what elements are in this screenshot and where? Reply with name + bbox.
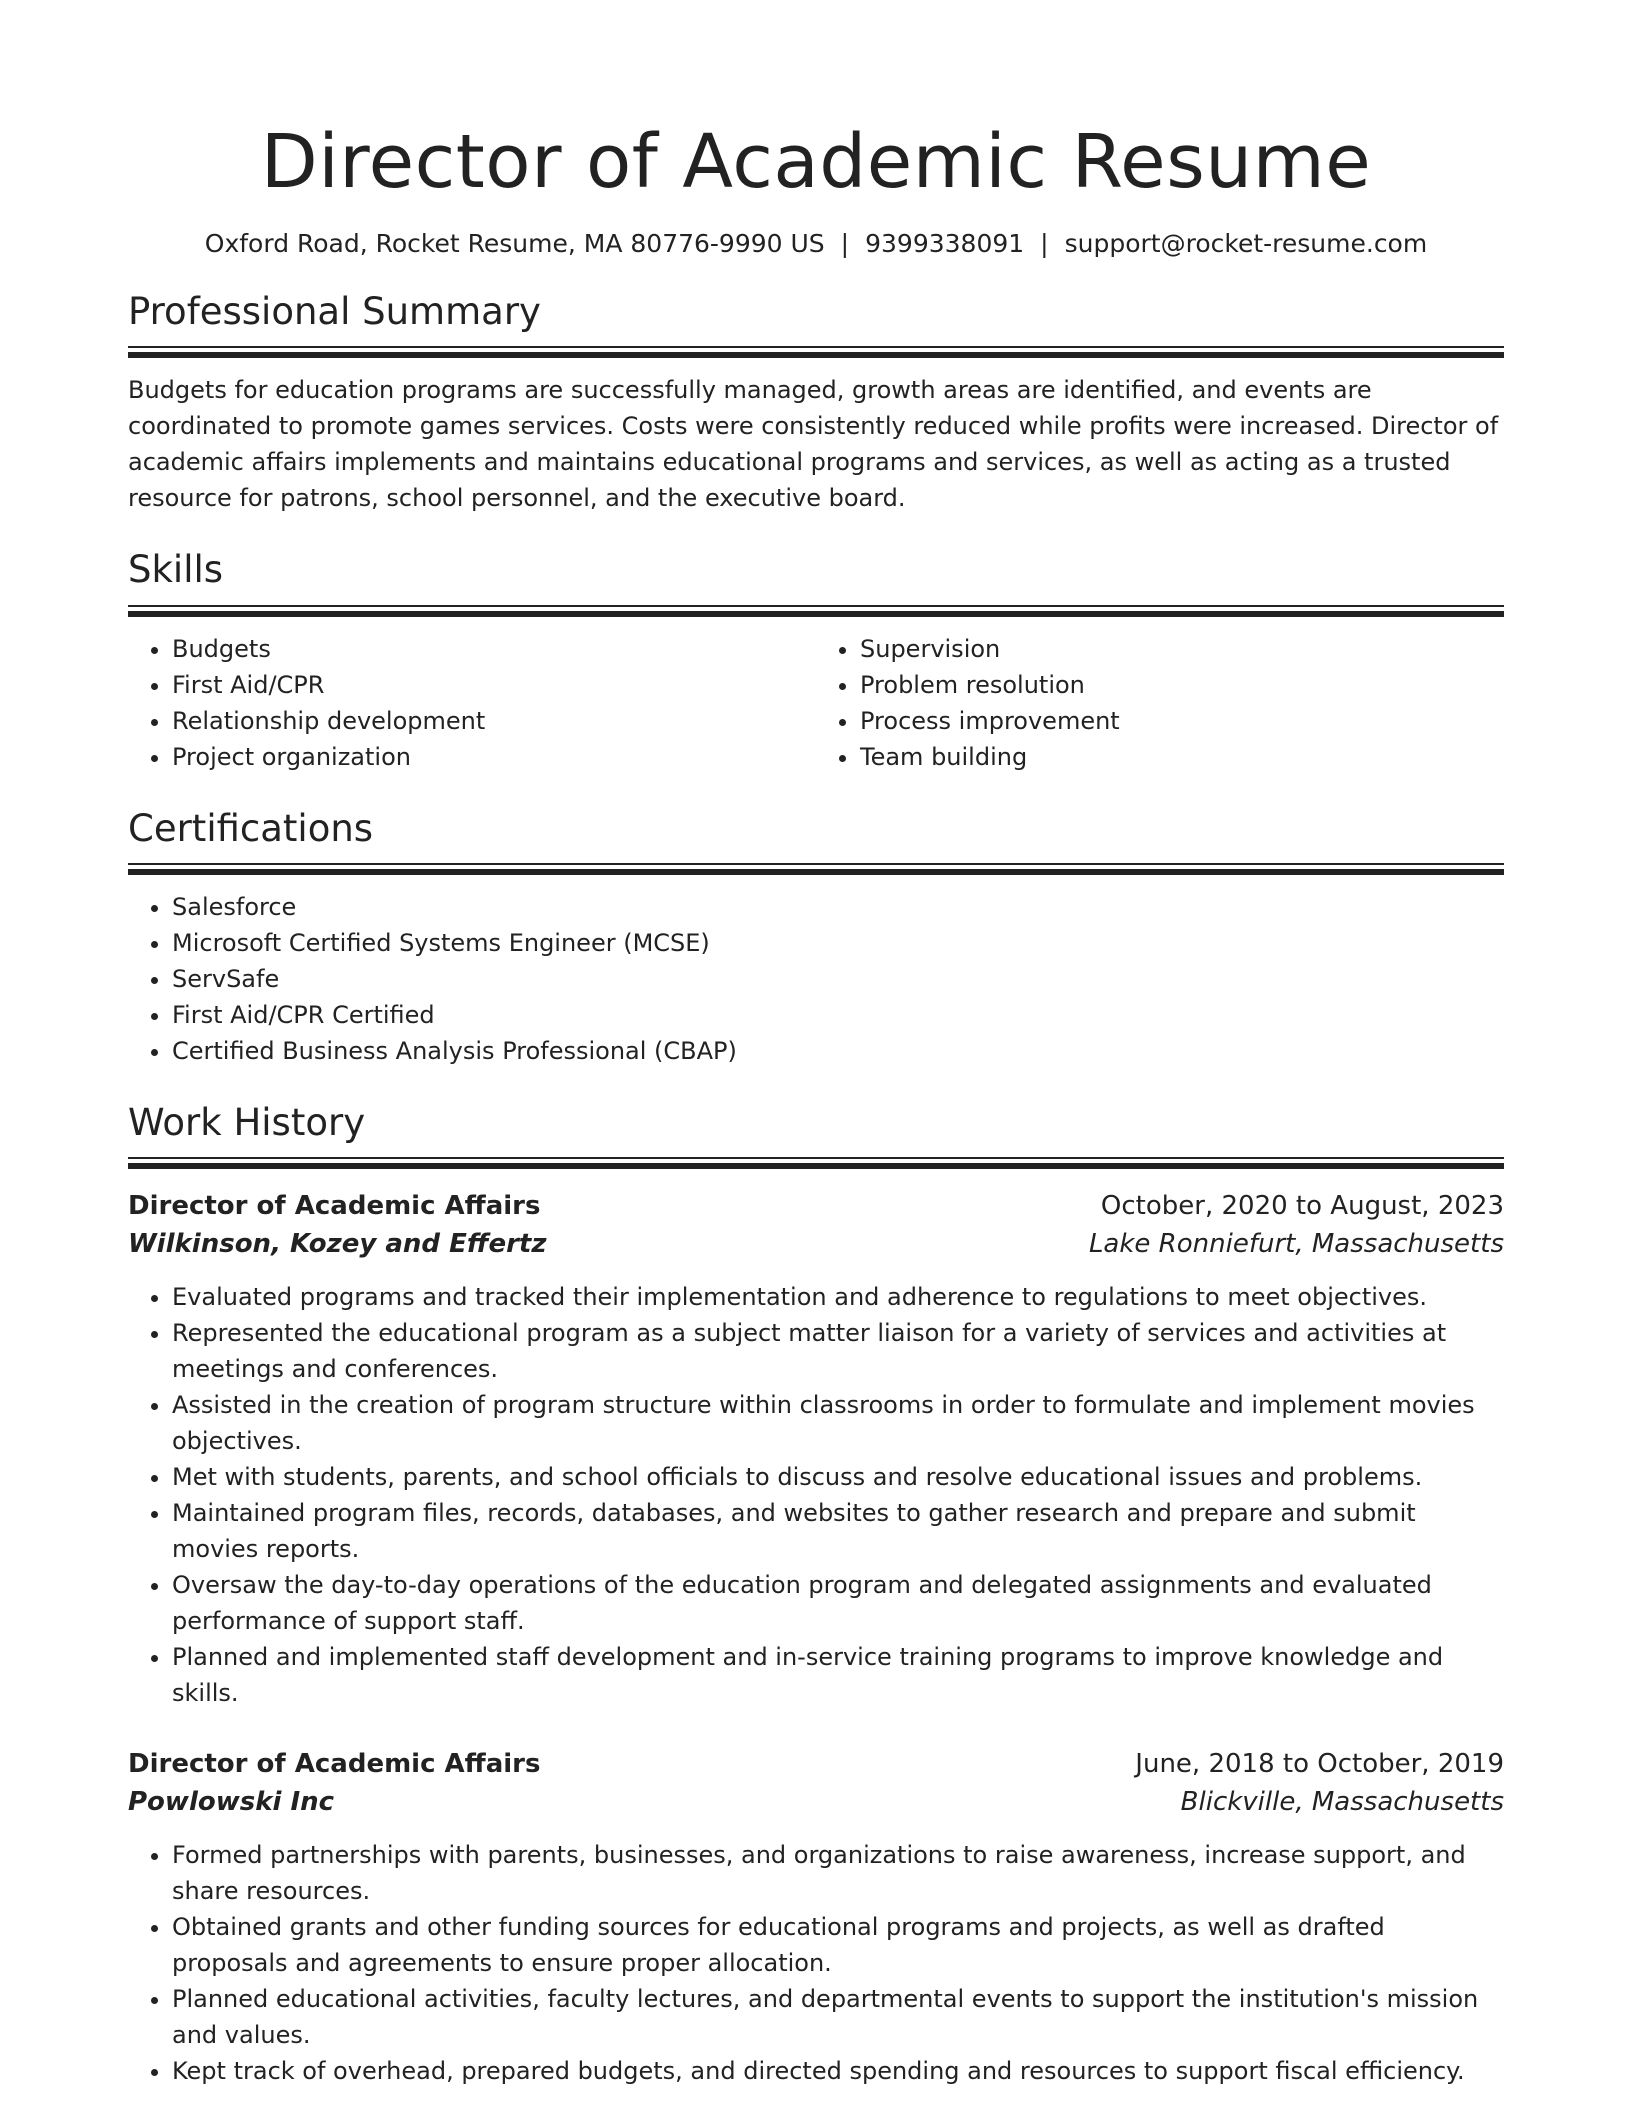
job-title: Director of Academic Affairs: [128, 1191, 541, 1222]
list-item: • Project organization: [172, 739, 816, 775]
list-item: • Salesforce: [172, 889, 1504, 925]
list-item: • Met with students, parents, and school officials to discuss and resolve educational issues and problems.: [172, 1459, 1504, 1495]
section-divider: [128, 352, 1504, 358]
list-item: • Assisted in the creation of program structure within classrooms in order to formulate and implement movies objectives.: [172, 1387, 1504, 1459]
list-item: • Evaluated programs and tracked their implementation and adherence to regulations to meet objectives.: [172, 1279, 1504, 1315]
summary-section: [128, 290, 1504, 516]
job-dates: June, 2018 to October, 2019: [1135, 1749, 1504, 1780]
job-location: Blickville, Massachusetts: [1180, 1787, 1504, 1818]
list-item: • Budgets: [172, 631, 816, 667]
list-item: • Planned and implemented staff development and in-service training programs to improve knowledge and skills.: [172, 1639, 1504, 1711]
list-item: • Microsoft Certified Systems Engineer (MCSE): [172, 925, 1504, 961]
contact-separator: |: [1040, 228, 1049, 258]
resume-title: Director of Academic Resume: [260, 119, 1372, 205]
job-company: Powlowski Inc: [128, 1787, 335, 1818]
list-item: • Represented the educational program as a subject matter liaison for a variety of services and activities at meetings and conferences.: [172, 1315, 1504, 1387]
skills-list-left: [128, 631, 816, 775]
list-item: • Formed partnerships with parents, businesses, and organizations to raise awareness, increase support, and share resources.: [172, 1837, 1504, 1909]
section-title: Certifications: [128, 807, 1504, 865]
summary-text: Budgets for education programs are successfully managed, growth areas are identified, and events are coordinated to promote games services. Costs were consistently reduced while profits were increased. Director of academic affairs implements and maintains educational programs and services, as well as acting as a trusted resource for patrons, school personnel, and the executive board.: [128, 376, 1499, 513]
certifications-list: [128, 889, 1504, 1069]
section-title: Work History: [128, 1101, 1504, 1159]
job-entry: [128, 1187, 1504, 1711]
job-dates: October, 2020 to August, 2023: [1100, 1191, 1504, 1222]
list-item: • Team building: [860, 739, 1504, 775]
job-location: Lake Ronniefurt, Massachusetts: [1088, 1229, 1504, 1260]
skills-list-right: [816, 631, 1504, 775]
work-history-section: [128, 1101, 1504, 2089]
section-title: Skills: [128, 548, 1504, 606]
list-item: • Obtained grants and other funding sources for educational programs and projects, as well as drafted proposals and agreements to ensure proper allocation.: [172, 1909, 1504, 1981]
list-item: • Planned educational activities, faculty lectures, and departmental events to support the institution's mission and values.: [172, 1981, 1504, 2053]
section-title: Professional Summary: [128, 290, 1504, 348]
job-entry: [128, 1745, 1504, 2089]
list-item: • Relationship development: [172, 703, 816, 739]
job-company: Wilkinson, Kozey and Effertz: [128, 1229, 547, 1260]
list-item: • Oversaw the day-to-day operations of the education program and delegated assignments and evaluated performance of support staff.: [172, 1567, 1504, 1639]
certifications-section: [128, 807, 1504, 1069]
skills-grid: [128, 631, 1504, 775]
list-item: • Certified Business Analysis Professional (CBAP): [172, 1033, 1504, 1069]
job-header-row: [128, 1187, 1504, 1225]
job-header-row: [128, 1745, 1504, 1783]
list-item: • Problem resolution: [860, 667, 1504, 703]
list-item: • Supervision: [860, 631, 1504, 667]
section-divider: [128, 611, 1504, 617]
contact-email: support@rocket-resume.com: [1064, 228, 1428, 258]
job-bullets: [128, 1279, 1504, 1711]
list-item: • ServSafe: [172, 961, 1504, 997]
job-title: Director of Academic Affairs: [128, 1749, 541, 1780]
list-item: • First Aid/CPR Certified: [172, 997, 1504, 1033]
list-item: • Maintained program files, records, databases, and websites to gather research and prepare and submit movies reports.: [172, 1495, 1504, 1567]
list-item: • Kept track of overhead, prepared budgets, and directed spending and resources to support fiscal efficiency.: [172, 2053, 1504, 2089]
job-subheader-row: [128, 1783, 1504, 1821]
skills-section: [128, 548, 1504, 774]
contact-phone: 9399338091: [865, 228, 1025, 258]
job-subheader-row: [128, 1225, 1504, 1263]
contact-line: [128, 229, 1504, 258]
section-divider: [128, 1163, 1504, 1169]
list-item: • First Aid/CPR: [172, 667, 816, 703]
job-bullets: [128, 1837, 1504, 2089]
contact-address: Oxford Road, Rocket Resume, MA 80776-9990 US: [204, 228, 825, 258]
section-divider: [128, 869, 1504, 875]
list-item: • Process improvement: [860, 703, 1504, 739]
contact-separator: |: [840, 228, 850, 258]
